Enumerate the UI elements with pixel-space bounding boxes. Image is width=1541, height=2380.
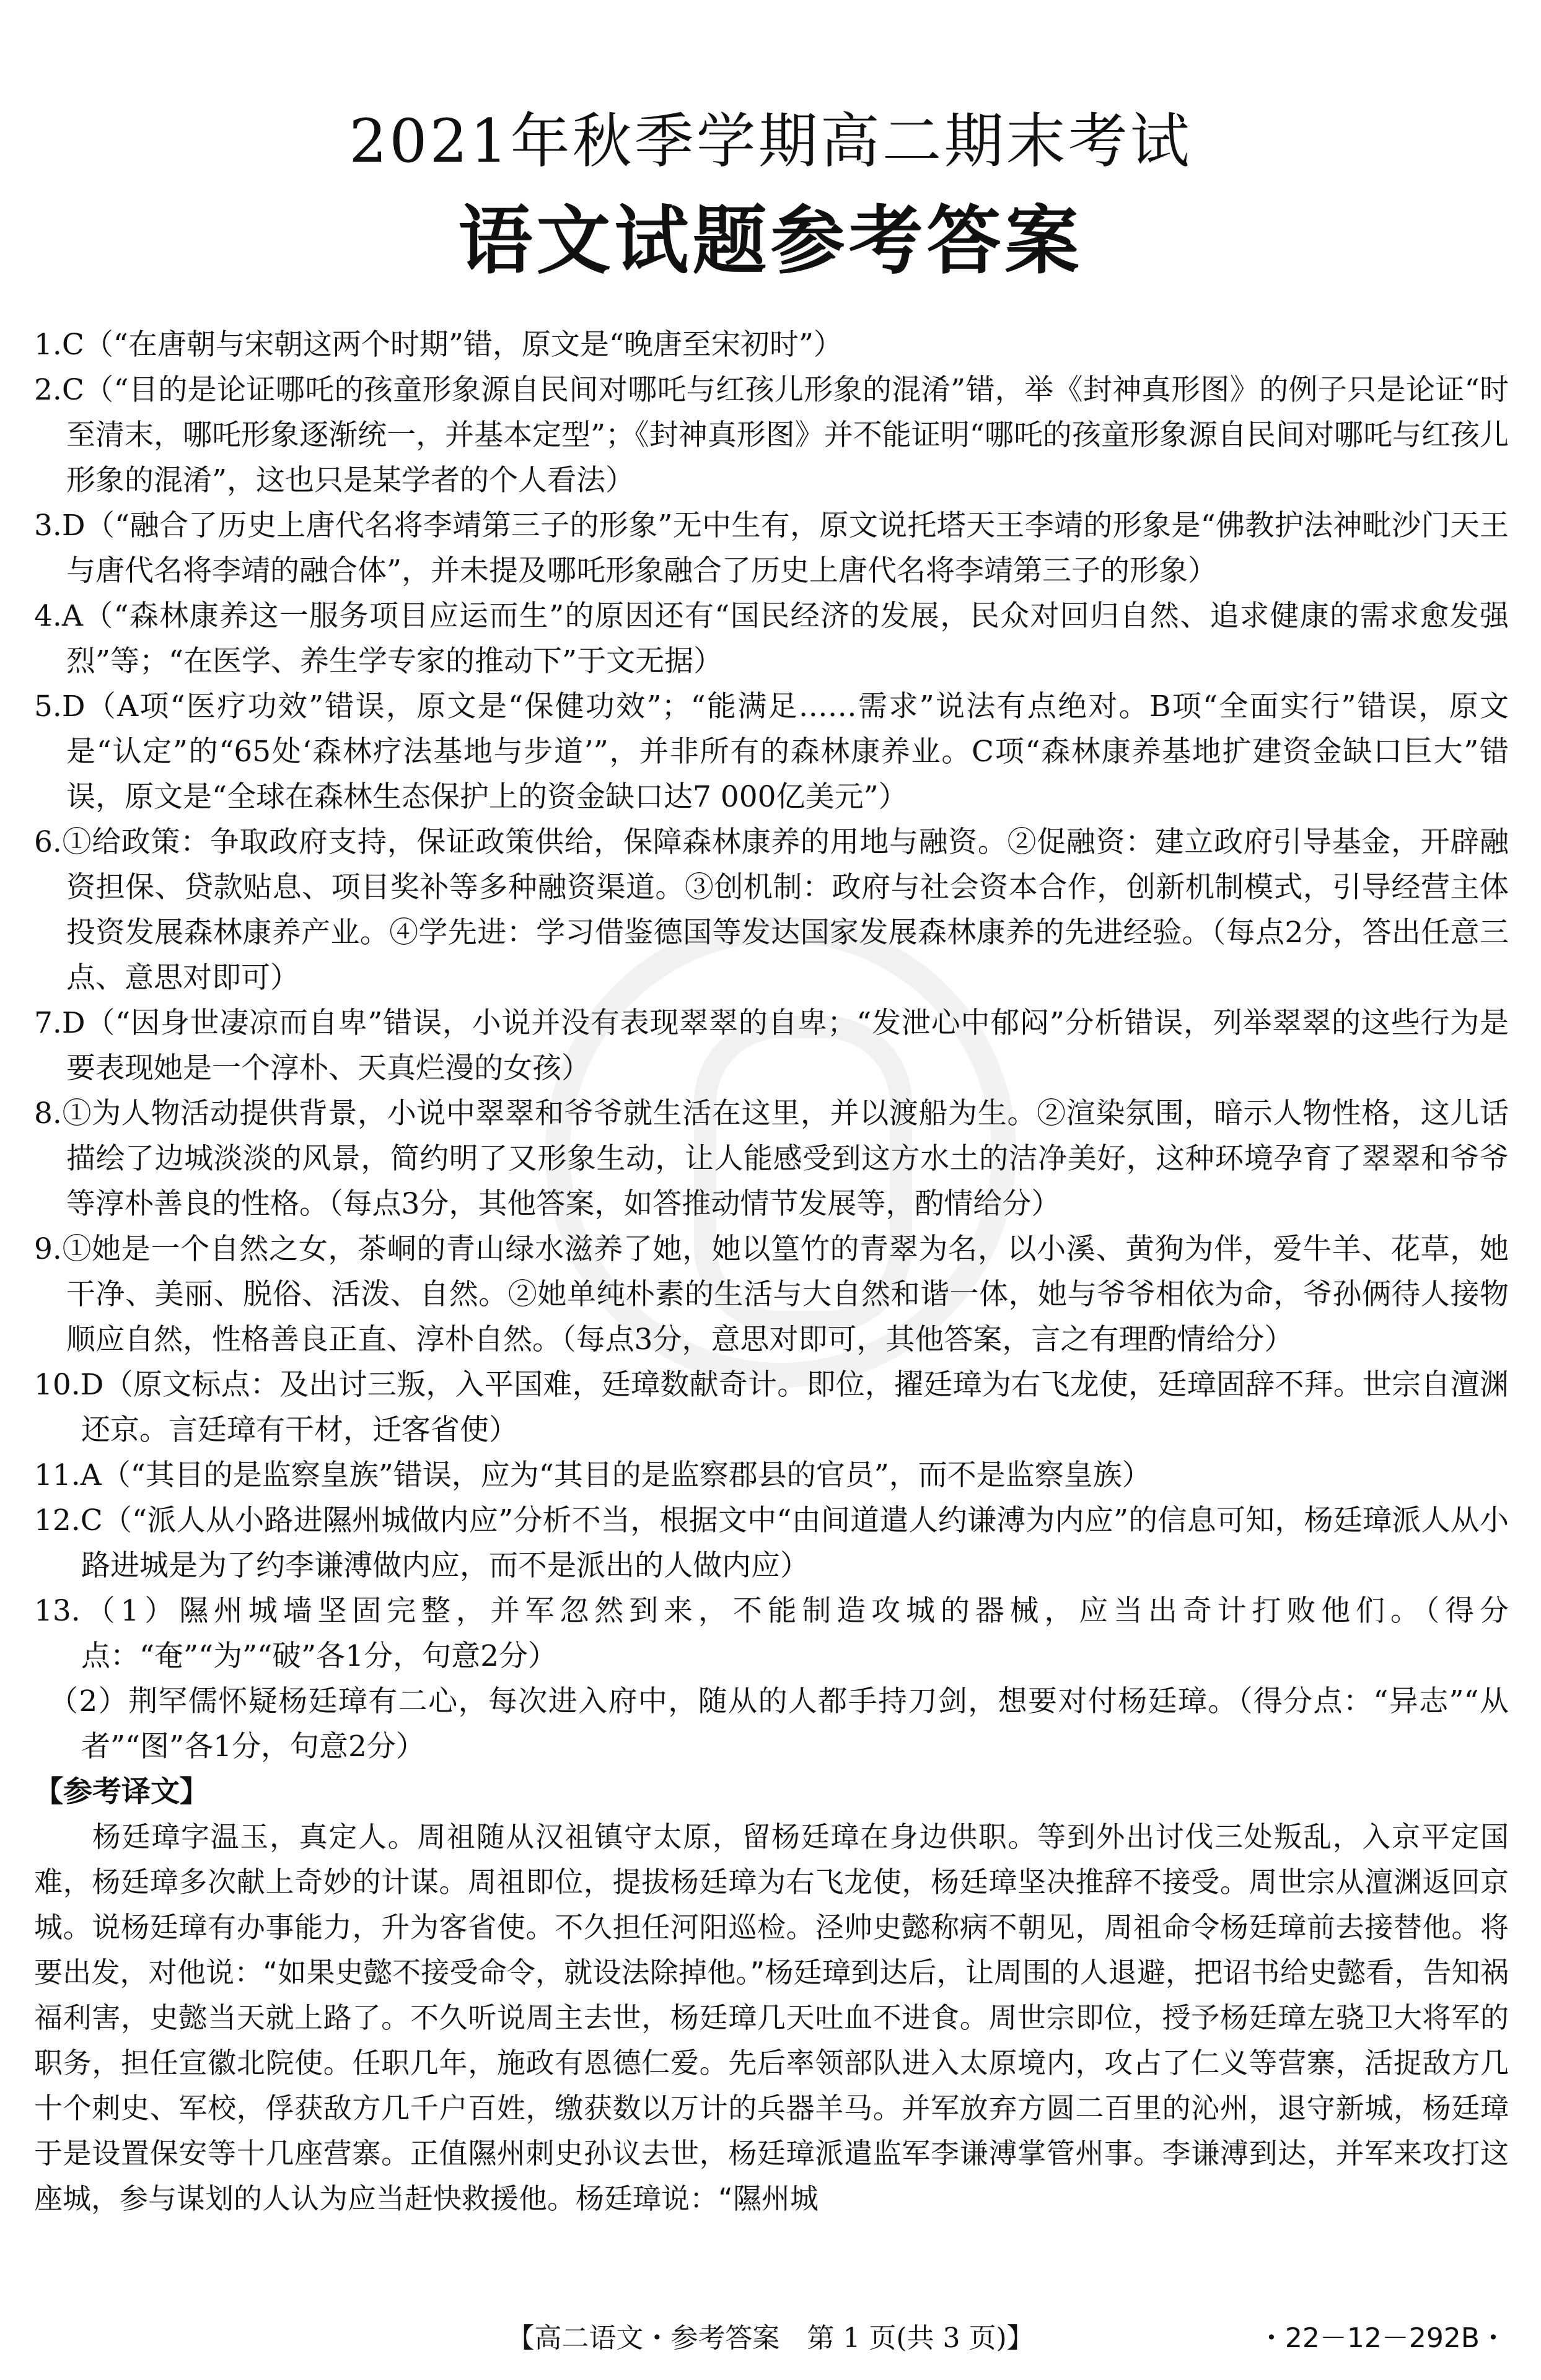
answer-11: 11.A（“其目的是监察皇族”错误，应为“其目的是监察郡县的官员”，而不是监察皇族）	[34, 1458, 1151, 1492]
answer-9: 9.①她是一个自然之女，茶峒的青山绿水滋养了她，她以篁竹的青翠为名，以小溪、黄狗为伴，爱牛羊、花草，她干净、美丽、脱俗、活泼、自然。②她单纯朴素的生活与大自然和谐一体，她与爷爷相依为命，爷孙俩待人接物顺应自然，性格善良正直、淳朴自然。（每点3分，意思对即可，其他答案，言之有理酌情给分）	[34, 1232, 1509, 1357]
exam-title: 2021年秋季学期高二期末考试	[349, 107, 1192, 176]
answer-8: 8.①为人物活动提供背景，小说中翠翠和爷爷就生活在这里，并以渡船为生。②渲染氛围，暗示人物性格，这儿话描绘了边城淡淡的风景，简约明了又形象生动，让人能感受到这方水土的洁净美好，这种环境孕育了翠翠和爷爷等淳朴善良的性格。（每点3分，其他答案，如答推动情节发展等，酌情给分）	[34, 1096, 1509, 1221]
answer-4: 4.A（“森林康养这一服务项目应运而生”的原因还有“国民经济的发展，民众对回归自然、追求健康的需求愈发强烈”等；“在医学、养生学专家的推动下”于文无据）	[34, 599, 1509, 678]
answer-2: 2.C（“目的是论证哪吒的孩童形象源自民间对哪吒与红孩儿形象的混淆”错，举《封神真形图》的例子只是论证“时至清末，哪吒形象逐渐统一，并基本定型”；《封神真形图》并不能证明“哪吒的孩童形象源自民间对哪吒与红孩儿形象的混淆”，这也只是某学者的个人看法）	[34, 373, 1509, 497]
answer-7: 7.D（“因身世凄凉而自卑”错误，小说并没有表现翠翠的自卑；“发泄心中郁闷”分析错误，列举翠翠的这些行为是要表现她是一个淳朴、天真烂漫的女孩）	[34, 1006, 1509, 1085]
footer-page-info: 【高二语文・参考答案 第 1 页(共 3 页)】	[507, 2322, 1034, 2354]
translation-label: 【参考译文】	[34, 1775, 209, 1809]
answer-1: 1.C（“在唐朝与宋朝这两个时期”错，原文是“晚唐至宋初时”）	[34, 328, 843, 362]
answer-13-part2: （2）荆罕儒怀疑杨廷璋有二心，每次进入府中，随从的人都手持刀剑，想要对付杨廷璋。（得分点：“异志”“从者”“图”各1分，句意2分）	[49, 1684, 1509, 1764]
answer-3: 3.D（“融合了历史上唐代名将李靖第三子的形象”无中生有，原文说托塔天王李靖的形象是“佛教护法神毗沙门天王与唐代名将李靖的融合体”，并未提及哪吒形象融合了历史上唐代名将李靖第三子的形象）	[34, 509, 1509, 588]
answer-5: 5.D（A项“医疗功效”错误，原文是“保健功效”；“能满足……需求”说法有点绝对。B项“全面实行”错误，原文是“认定”的“65处‘森林疗法基地与步道’”，并非所有的森林康养业。C项“森林康养基地扩建资金缺口巨大”错误，原文是“全球在森林生态保护上的资金缺口达7 000亿美元”）	[34, 689, 1509, 814]
answer-content	[34, 322, 1509, 2221]
answer-10: 10.D（原文标点：及出讨三叛，入平国难，廷璋数献奇计。即位，擢廷璋为右飞龙使，廷璋固辞不拜。世宗自澶渊还京。言廷璋有干材，迁客省使）	[34, 1368, 1509, 1447]
translation-text: 杨廷璋字温玉，真定人。周祖随从汉祖镇守太原，留杨廷璋在身边供职。等到外出讨伐三处叛乱，入京平定国难，杨廷璋多次献上奇妙的计谋。周祖即位，提拔杨廷璋为右飞龙使，杨廷璋坚决推辞不接受。周世宗从澶渊返回京城。说杨廷璋有办事能力，升为客省使。不久担任河阳巡检。泾帅史懿称病不朝见，周祖命令杨廷璋前去接替他。将要出发，对他说：“如果史懿不接受命令，就设法除掉他。”杨廷璋到达后，让周围的人退避，把诏书给史懿看，告知祸福利害，史懿当天就上路了。不久听说周主去世，杨廷璋几天吐血不进食。周世宗即位，授予杨廷璋左骁卫大将军的职务，担任宣徽北院使。任职几年，施政有恩德仁爱。先后率领部队进入太原境内，攻占了仁义等营寨，活捉敌方几十个刺史、军校，俘获敌方几千户百姓，缴获数以万计的兵器羊马。并军放弃方圆二百里的沁州，退守新城，杨廷璋于是设置保安等十几座营寨。正值隰州刺史孙议去世，杨廷璋派遣监军李谦溥掌管州事。李谦溥到达，并军来攻打这座城，参与谋划的人认为应当赶快救援他。杨廷璋说：“隰州城	[34, 1820, 1509, 2215]
exam-subtitle: 语文试题参考答案	[458, 198, 1083, 284]
page-footer	[0, 2320, 1541, 2357]
answer-13-part1: 13.（1）隰州城墙坚固完整，并军忽然到来，不能制造攻城的器械，应当出奇计打败他们。（得分点：“奄”“为”“破”各1分，句意2分）	[34, 1594, 1509, 1673]
answer-6: 6.①给政策：争取政府支持，保证政策供给，保障森林康养的用地与融资。②促融资：建立政府引导基金，开辟融资担保、贷款贴息、项目奖补等多种融资渠道。③创机制：政府与社会资本合作，创新机制模式，引导经营主体投资发展森林康养产业。④学先进：学习借鉴德国等发达国家发展森林康养的先进经验。（每点2分，答出任意三点、意思对即可）	[34, 825, 1509, 995]
footer-exam-code: ・22－12－292B・	[1257, 2322, 1507, 2354]
answer-12: 12.C（“派人从小路进隰州城做内应”分析不当，根据文中“由间道遣人约谦溥为内应”的信息可知，杨廷璋派人从小路进城是为了约李谦溥做内应，而不是派出的人做内应）	[34, 1503, 1509, 1583]
